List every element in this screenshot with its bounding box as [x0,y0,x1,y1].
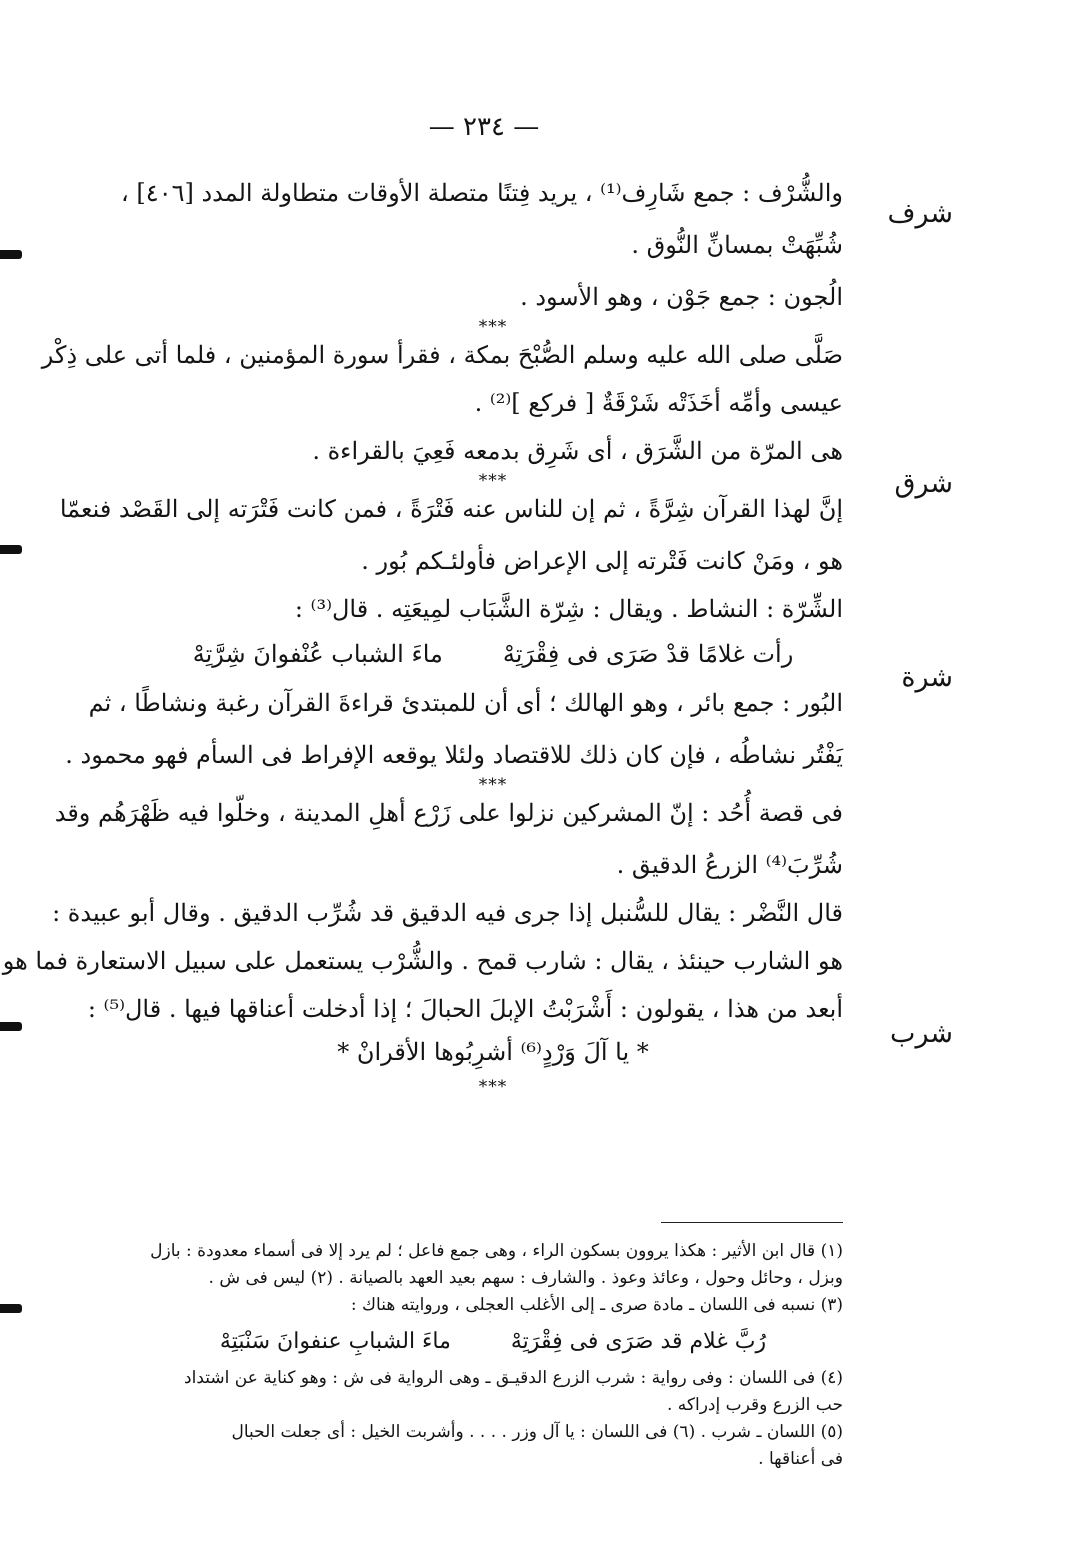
separator-stars: *** [478,317,508,337]
footnote-line: (٣) نسبه فى اللسان ـ مادة صرى ـ إلى الأغلب العجلى ، وروايته هناك : [350,1295,843,1315]
entry-sharaf [121,178,843,312]
margin-word-sharaq: شرق [894,468,953,499]
footnote-verse-right: رُبَّ غلام قد صَرَى فى فِقْرَتِهْ [510,1329,767,1354]
margin-word-sharab: شرب [890,1018,953,1049]
separator-stars: *** [478,775,508,795]
footnote-line: فى أعناقها . [758,1449,843,1469]
text-line: فى قصة أُحُد : إنّ المشركين نزلوا على زَرْع أهلِ المدينة ، وخلّوا فيه ظَهْرَهُم وقد [54,799,843,827]
footnote-verse [143,1319,843,1365]
entry-uhud [54,798,843,880]
entry-bur [65,688,843,770]
text-line: هو ، ومَنْ كانت فَتْرته إلى الإعراض فأولئـكم بُور . [361,547,843,575]
scan-edge-mark [0,250,22,259]
entry-sharab [2,898,843,1024]
text-line: أبعد من هذا ، يقولون : أَشْرَبْتُ الإبلَ الحبالَ ؛ إذا أدخلت أعناقها فيها . قال⁽⁵⁾ : [87,995,843,1023]
text-line: هى المرّة من الشَّرَق ، أى شَرِق بدمعه فَعِيَ بالقراءة . [312,437,843,465]
text-line: البُور : جمع بائر ، وهو الهالك ؛ أى أن للمبتدئ قراءةَ القرآن رغبة ونشاطًا ، ثم [88,689,843,717]
text-line: والشُّرْف : جمع شَارِف⁽¹⁾ ، يريد فِتنًا متصلة الأوقات متطاولة المدد [٤٠٦] ، [121,179,843,207]
entry-shirra [59,494,843,624]
footnote-line: حب الزرع وقرب إدراكه . [666,1395,843,1415]
separator-stars: *** [478,1077,508,1097]
text-line: صَلَّى صلى الله عليه وسلم الصُّبْحَ بمكة ، فقرأ سورة المؤمنين ، فلما أتى على ذِكْر [41,341,843,369]
verse-hemistich-left: ماءَ الشباب عُنْفوانَ شِرَّتِهْ [192,640,443,668]
text-line: الُجون : جمع جَوْن ، وهو الأسود . [520,283,843,311]
text-line: إنَّ لهذا القرآن شِرَّةً ، ثم إن للناس عنه فَتْرَةً ، فمن كانت فَتْرَته إلى القَصْد فنعمّا [59,495,843,523]
footnote-divider [661,1222,843,1223]
text-line: عيسى وأمِّه أخَذَتْه شَرْقَةٌ [ فركع ]⁽²⁾ . [474,389,843,417]
footnote-line: (٤) فى اللسان : وفى رواية : شرب الزرع الدقيـق ـ وهى الرواية فى ش : وهو كناية عن اشتداد [184,1368,843,1388]
verse-hemistich-right: رأت غلامًا قدْ صَرَى فى فِقْرَتِهْ [502,640,794,668]
text-line: يَفْتُر نشاطُه ، فإن كان ذلك للاقتصاد ولئلا يوقعه الإفراط فى السأم فهو محمود . [65,741,843,769]
scan-edge-mark [0,545,22,554]
scan-edge-mark [0,1304,22,1313]
footnote-verse-left: ماءَ الشبابِ عنفوانَ سَنْبَتِهْ [219,1329,451,1354]
separator-stars: *** [478,471,508,491]
footnotes [143,1238,843,1473]
text-line: هو الشارب حينئذ ، يقال : شارب قمح . والشُّرْب يستعمل على سبيل الاستعارة فما هو [2,947,843,975]
footnote-line: (٥) اللسان ـ شرب . (٦) فى اللسان : يا آل وزر . . . . وأشربت الخيل : أى جعلت الحبال [231,1422,843,1442]
page-number: — ٢٣٤ — [428,112,540,142]
verse-line [143,632,843,676]
scan-edge-mark [0,1022,22,1031]
text-line: شُرِّبَ⁽⁴⁾ الزرعُ الدقيق . [616,851,843,879]
text-line: شُبِّهَتْ بمسانِّ النُّوق . [631,231,843,259]
footnote-line: (١) قال ابن الأثير : هكذا يروون بسكون الراء ، وهى جمع فاعل ؛ لم يرد إلا فى أسماء معدودة : بازل [150,1241,843,1261]
verse-single: * يا آلَ وَرْدٍ⁽⁶⁾ أشرِبُوها الأقرانْ * [337,1038,649,1066]
text-line: قال النَّضْر : يقال للسُّنبل إذا جرى فيه الدقيق قد شُرِّب الدقيق . وقال أبو عبيدة : [52,899,843,927]
main-text [2,178,843,1100]
text-line: الشِّرّة : النشاط . ويقال : شِرّة الشَّبَاب لمِيعَتِه . قال⁽³⁾ : [294,595,843,623]
entry-sharaq [41,340,843,466]
margin-word-shirra: شرة [901,662,953,693]
verse-line [143,1030,843,1074]
margin-word-sharaf: شرف [887,198,953,229]
footnote-line: وبزل ، وحائل وحول ، وعائذ وعوذ . والشارف : سهم بعيد العهد بالصيانة . (٢) ليس فى ش . [208,1268,843,1288]
